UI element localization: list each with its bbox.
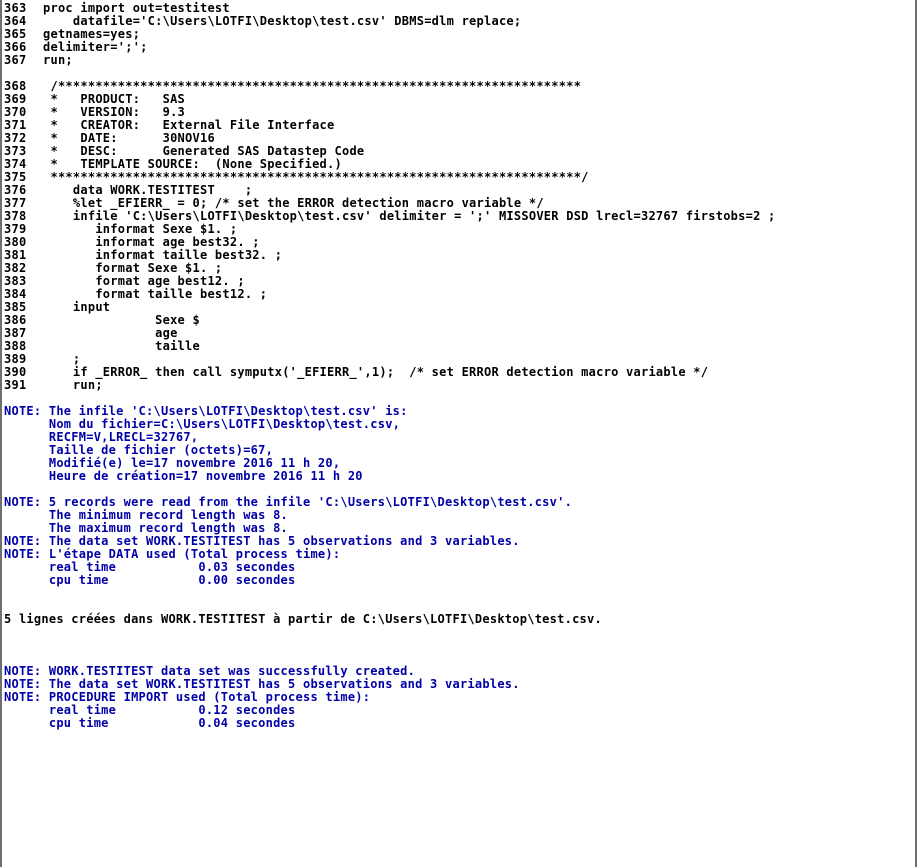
log-blank-line	[2, 587, 915, 600]
line-number: 377	[4, 196, 27, 210]
line-text: NOTE: 5 records were read from the infile 'C:\Users\LOTFI\Desktop\test.csv'.	[4, 495, 573, 509]
line-number: 371	[4, 118, 27, 132]
line-text: NOTE: The data set WORK.TESTITEST has 5 observations and 3 variables.	[4, 534, 520, 548]
log-blank-line	[2, 626, 915, 639]
line-text: NOTE: PROCEDURE IMPORT used (Total process time):	[4, 690, 371, 704]
line-number: 364	[4, 14, 27, 28]
line-text: NOTE: The data set WORK.TESTITEST has 5 observations and 3 variables.	[4, 677, 520, 691]
line-text: real time 0.12 secondes	[4, 703, 296, 717]
log-source-line	[2, 366, 915, 379]
line-text: proc import out=testitest	[43, 1, 230, 15]
line-text: * DESC: Generated SAS Datastep Code	[43, 144, 365, 158]
line-text: %let _EFIERR_ = 0; /* set the ERROR detection macro variable */	[43, 196, 544, 210]
line-number: 376	[4, 183, 27, 197]
line-number: 365	[4, 27, 27, 41]
line-text: Modifié(e) le=17 novembre 2016 11 h 20,	[4, 456, 341, 470]
line-number: 388	[4, 339, 27, 353]
line-text: * DATE: 30NOV16	[43, 131, 215, 145]
log-blank-line	[2, 639, 915, 652]
line-number: 375	[4, 170, 27, 184]
line-number: 373	[4, 144, 27, 158]
log-source-line	[2, 41, 915, 54]
log-note-line	[2, 574, 915, 587]
log-source-line	[2, 288, 915, 301]
log-note-line	[2, 470, 915, 483]
line-text: delimiter=';';	[43, 40, 148, 54]
line-number: 385	[4, 300, 27, 314]
line-text: * PRODUCT: SAS	[43, 92, 186, 106]
line-number: 370	[4, 105, 27, 119]
line-number: 369	[4, 92, 27, 106]
line-text: datafile='C:\Users\LOTFI\Desktop\test.csv' DBMS=dlm replace;	[43, 14, 522, 28]
line-number: 386	[4, 313, 27, 327]
line-number: 382	[4, 261, 27, 275]
line-text: run;	[43, 378, 103, 392]
line-text: run;	[43, 53, 73, 67]
line-text: ;	[43, 352, 81, 366]
log-source-line	[2, 54, 915, 67]
line-text: * CREATOR: External File Interface	[43, 118, 335, 132]
line-text: NOTE: L'étape DATA used (Total process time):	[4, 547, 341, 561]
line-number: 384	[4, 287, 27, 301]
log-content	[2, 0, 915, 730]
line-number: 383	[4, 274, 27, 288]
line-text: * TEMPLATE SOURCE: (None Specified.)	[43, 157, 342, 171]
line-text: Heure de création=17 novembre 2016 11 h 20	[4, 469, 363, 483]
line-text: /**********************************************************************	[43, 79, 582, 93]
line-number: 372	[4, 131, 27, 145]
line-text: real time 0.03 secondes	[4, 560, 296, 574]
line-text: format taille best12. ;	[43, 287, 268, 301]
line-text: NOTE: The infile 'C:\Users\LOTFI\Desktop\test.csv' is:	[4, 404, 408, 418]
line-text: cpu time 0.04 secondes	[4, 716, 296, 730]
line-text: informat Sexe $1. ;	[43, 222, 238, 236]
line-number: 381	[4, 248, 27, 262]
line-text: informat taille best32. ;	[43, 248, 283, 262]
line-text: Taille de fichier (octets)=67,	[4, 443, 274, 457]
line-number: 380	[4, 235, 27, 249]
log-message-line	[2, 613, 915, 626]
line-text: if _ERROR_ then call symputx('_EFIERR_',1); /* set ERROR detection macro variable */	[43, 365, 709, 379]
line-number: 389	[4, 352, 27, 366]
line-text: infile 'C:\Users\LOTFI\Desktop\test.csv' delimiter = ';' MISSOVER DSD lrecl=32767 firstobs=2 ;	[43, 209, 776, 223]
line-number: 367	[4, 53, 27, 67]
line-text: input	[43, 300, 111, 314]
line-number: 379	[4, 222, 27, 236]
line-number: 391	[4, 378, 27, 392]
line-text: format age best12. ;	[43, 274, 245, 288]
line-text: 5 lignes créées dans WORK.TESTITEST à partir de C:\Users\LOTFI\Desktop\test.csv.	[4, 612, 602, 626]
line-text: Nom du fichier=C:\Users\LOTFI\Desktop\test.csv,	[4, 417, 401, 431]
line-text: Sexe $	[43, 313, 200, 327]
line-text: format Sexe $1. ;	[43, 261, 223, 275]
line-number: 366	[4, 40, 27, 54]
log-source-line	[2, 340, 915, 353]
line-text: The maximum record length was 8.	[4, 521, 289, 535]
line-text: getnames=yes;	[43, 27, 141, 41]
line-text: RECFM=V,LRECL=32767,	[4, 430, 199, 444]
log-source-line	[2, 379, 915, 392]
line-text: The minimum record length was 8.	[4, 508, 289, 522]
line-number: 363	[4, 1, 27, 15]
line-number: 378	[4, 209, 27, 223]
line-text: age	[43, 326, 178, 340]
line-number: 368	[4, 79, 27, 93]
line-number: 390	[4, 365, 27, 379]
log-note-line	[2, 717, 915, 730]
line-text: NOTE: WORK.TESTITEST data set was successfully created.	[4, 664, 416, 678]
line-number: 387	[4, 326, 27, 340]
line-number: 374	[4, 157, 27, 171]
line-text: * VERSION: 9.3	[43, 105, 186, 119]
line-text: data WORK.TESTITEST ;	[43, 183, 253, 197]
line-text: ***********************************************************************/	[43, 170, 589, 184]
line-text: informat age best32. ;	[43, 235, 260, 249]
line-text: cpu time 0.00 secondes	[4, 573, 296, 587]
line-text: taille	[43, 339, 200, 353]
